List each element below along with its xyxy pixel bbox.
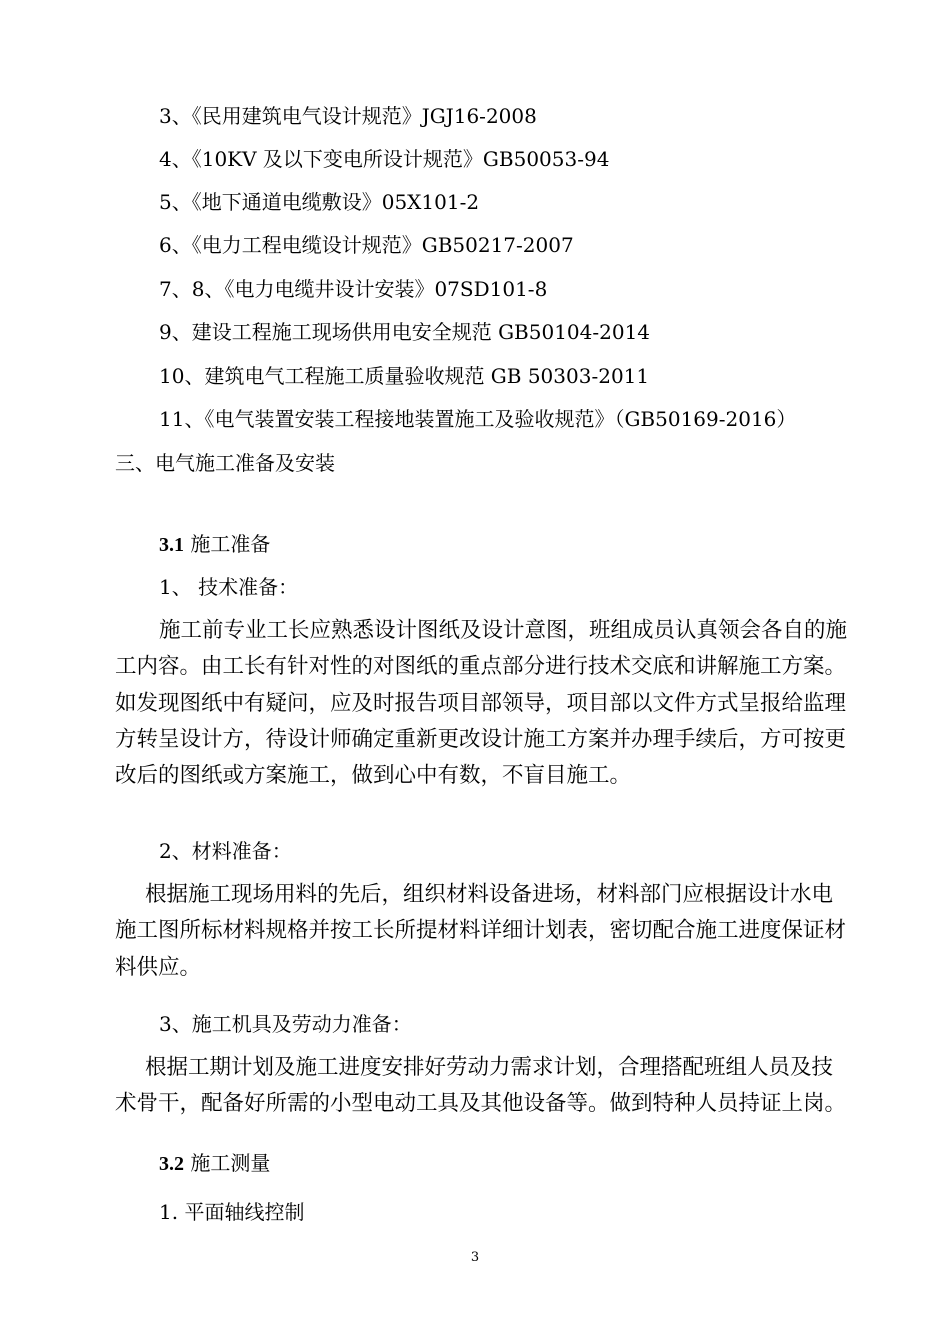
reference-item: 4、《10KV 及以下变电所设计规范》GB50053-94 xyxy=(159,147,610,171)
paragraph-equipment-labor xyxy=(115,1050,875,1123)
item-title-materials: 2、材料准备： xyxy=(159,839,292,863)
paragraph-line: 施工前专业工长应熟悉设计图纸及设计意图，班组成员认真领会各自的施 xyxy=(159,618,848,643)
subsection-heading-3-2 xyxy=(159,1148,270,1178)
paragraph-technical xyxy=(115,613,875,794)
reference-item: 6、《电力工程电缆设计规范》GB50217-2007 xyxy=(159,233,574,257)
reference-item: 7、8、《电力电缆井设计安装》07SD101-8 xyxy=(159,277,548,301)
subsection-number: 3.2 xyxy=(159,1153,184,1175)
subsection-heading-3-1 xyxy=(159,529,270,559)
item-title-axis-control: 1. 平面轴线控制 xyxy=(159,1200,305,1224)
paragraph-line: 料供应。 xyxy=(115,954,202,980)
page-number: 3 xyxy=(470,1250,480,1265)
paragraph-line: 施工图所标材料规格并按工长所提材料详细计划表，密切配合施工进度保证材 xyxy=(115,918,847,944)
paragraph-line: 工内容。由工长有针对性的对图纸的重点部分进行技术交底和讲解施工方案。 xyxy=(115,654,847,680)
item-title-equipment-labor: 3、施工机具及劳动力准备： xyxy=(159,1012,412,1036)
paragraph-line: 根据施工现场用料的先后，组织材料设备进场，材料部门应根据设计水电 xyxy=(145,882,834,907)
paragraph-line: 方转呈设计方，待设计师确定重新更改设计施工方案并办理手续后，方可按更 xyxy=(115,726,847,752)
subsection-number: 3.1 xyxy=(159,534,184,556)
item-title-technical: 1、 技术准备： xyxy=(159,575,299,599)
paragraph-line: 术骨干，配备好所需的小型电动工具及其他设备等。做到特种人员持证上岗。 xyxy=(115,1091,847,1117)
paragraph-line: 改后的图纸或方案施工，做到心中有数，不盲目施工。 xyxy=(115,763,632,789)
reference-item: 3、《民用建筑电气设计规范》JGJ16-2008 xyxy=(159,104,537,128)
reference-item: 9、建设工程施工现场供用电安全规范 GB50104-2014 xyxy=(159,320,651,344)
paragraph-line: 如发现图纸中有疑问，应及时报告项目部领导，项目部以文件方式呈报给监理 xyxy=(115,690,847,716)
reference-item: 11、《电气装置安装工程接地装置施工及验收规范》（GB50169-2016） xyxy=(159,407,797,431)
reference-item: 5、《地下通道电缆敷设》05X101-2 xyxy=(159,190,480,214)
paragraph-materials xyxy=(115,877,875,986)
paragraph-line: 根据工期计划及施工进度安排好劳动力需求计划，合理搭配班组人员及技 xyxy=(145,1055,834,1080)
reference-item: 10、建筑电气工程施工质量验收规范 GB 50303-2011 xyxy=(159,364,650,388)
section-heading: 三、电气施工准备及安装 xyxy=(115,451,335,475)
subsection-title: 施工准备 xyxy=(190,532,271,556)
subsection-title: 施工测量 xyxy=(190,1151,271,1175)
